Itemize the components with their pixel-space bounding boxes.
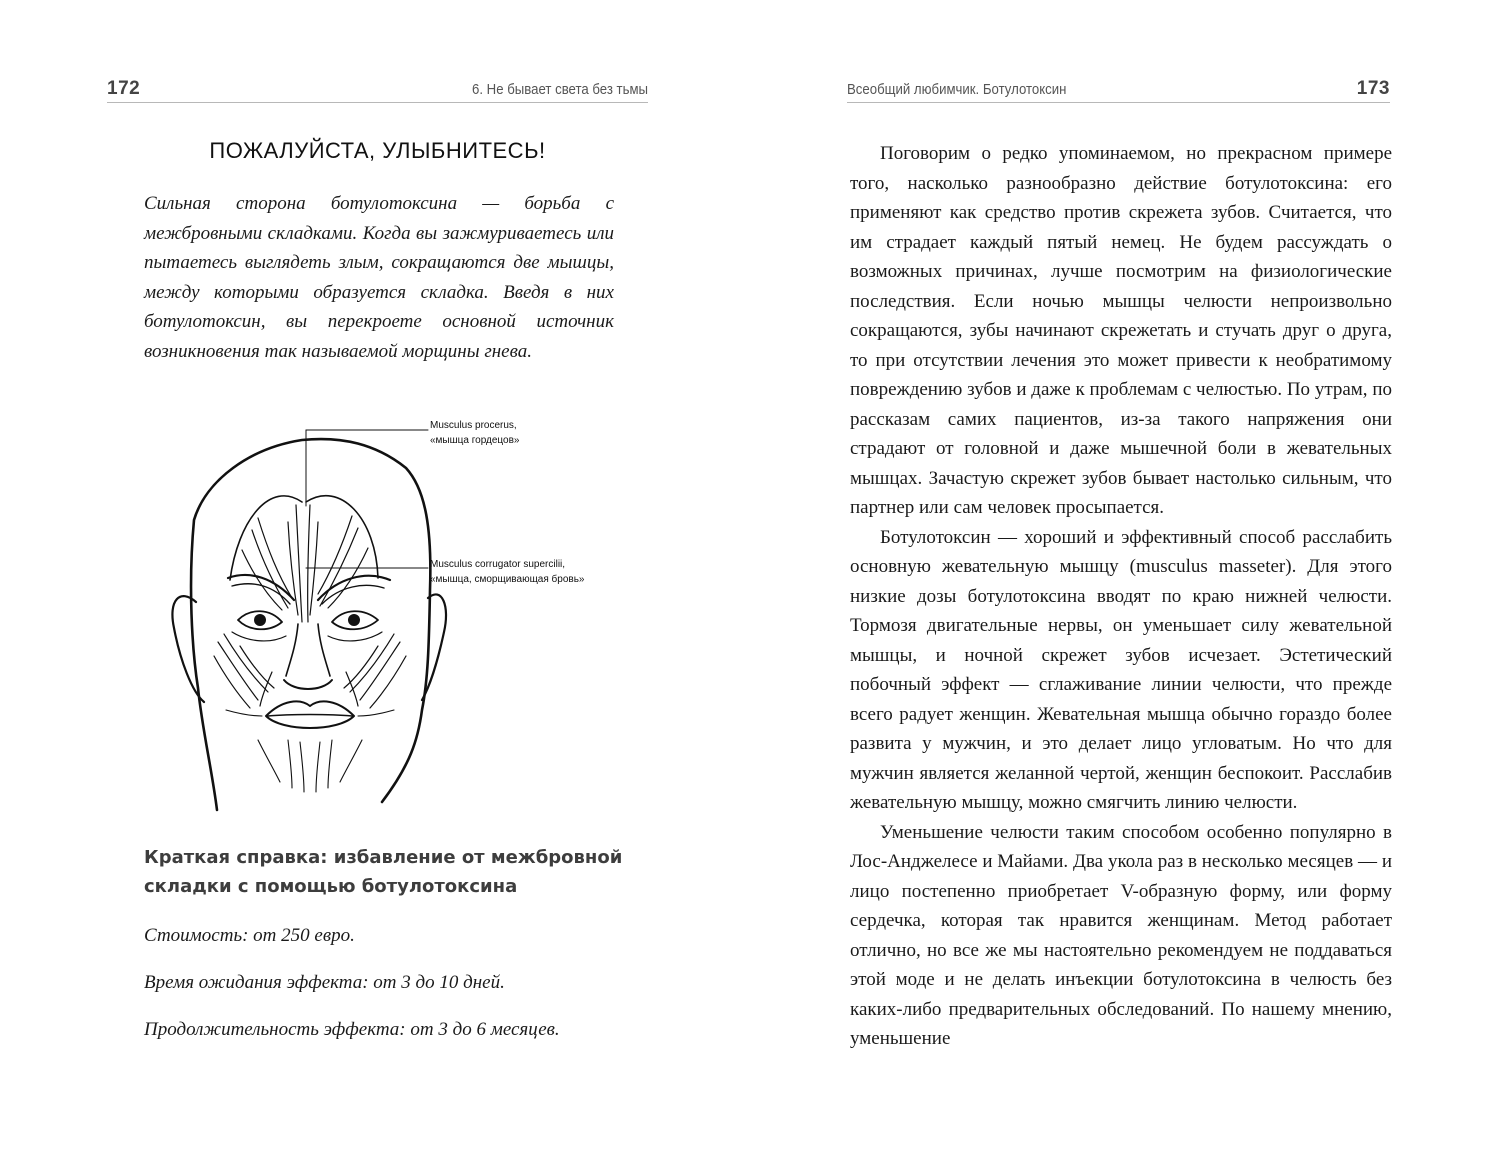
face-muscle-illustration: [170, 410, 610, 820]
info-cost: Стоимость: от 250 евро.: [144, 925, 355, 946]
label-procerus-line2: «мышца гордецов»: [430, 435, 520, 446]
label-procerus-line1: Musculus procerus,: [430, 420, 517, 431]
running-title-left: 6. Не бывает света без тьмы: [471, 81, 648, 98]
intro-paragraph: Сильная сторона ботулотоксина — борьба с межбровными складками. Когда вы зажмуриваетесь или пытаетесь выглядеть злым, сокращаются две мышцы, между которыми образуется складка. Введя в них ботулотоксин, вы перекроете основной источник возникновения так называемой морщины гнева.: [144, 193, 614, 362]
running-head-right: [847, 76, 1390, 103]
label-corrugator-line2: «мышца, сморщивающая бровь»: [430, 574, 585, 585]
body-paragraph: Уменьшение челюсти таким способом особенно популярно в Лос-Анджелесе и Майами. Два укола раз в несколько месяцев — и лицо постепенно приобретает V-образную форму, или форму сердечка, которая так нравится женщинам. Метод работает отлично, но все же мы настоятельно рекомендуем не поддаваться этой моде и не делать инъекции ботулотоксина в челюсть без каких-либо предварительных обследований. По нашему мнению, уменьшение: [850, 821, 1392, 1049]
body-paragraph: Ботулотоксин — хороший и эффективный способ расслабить основную жевательную мышцу (musculus masseter). Для этого низкие дозы ботулотоксина вводят по краю нижней челюсти. Тормозя двигательные нервы, он уменьшает силу жевательной мышцы, и ночной скрежет зубов исчезает. Эстетический побочный эффект — сглаживание линии челюсти, что прежде всего радует женщин. Жевательная мышца обычно гораздо более развита у мужчин, и это делает лицо угловатым. Но что для мужчин является желанной чертой, женщин беспокоит. Расслабив жевательную мышцу, можно смягчить линию челюсти.: [850, 526, 1392, 813]
left-ear: [172, 596, 204, 702]
page-number-left: 172: [107, 78, 141, 99]
running-title-right: Всеобщий любимчик. Ботулотоксин: [847, 81, 1067, 98]
body-paragraph: Поговорим о редко упоминаемом, но прекрасном примере того, насколько разнообразно действие ботулотоксина: его применяют как средство против скрежета зубов. Считается, что им страдает каждый пятый немец. Не будем рассуждать о возможных причинах, лучше посмотрим на физиологические последствия. Если ночью мышцы челюсти непроизвольно сокращаются, зубы начинают скрежетать и стучать друг о друга, то при отсутствии лечения это может привести к необратимому повреждению зубов и даже к проблемам с челюстью. По утрам, по рассказам самих пациентов, из-за такого напряжения они страдают от головной и даже мышечной боли в жевательных мышцах. Зачастую скрежет зубов бывает настолько сильным, что партнер или сам человек просыпается.: [850, 143, 1392, 518]
head-outline: [191, 439, 430, 810]
running-head-left: [107, 76, 648, 103]
section-title: ПОЖАЛУЙСТА, УЛЫБНИТЕСЬ!: [209, 138, 546, 163]
info-duration: Продолжительность эффекта: от 3 до 6 месяцев.: [144, 1019, 560, 1040]
info-wait-time: Время ожидания эффекта: от 3 до 10 дней.: [144, 972, 505, 993]
label-corrugator-line1: Musculus corrugator supercilii,: [430, 559, 566, 570]
body-text: [850, 139, 1392, 1054]
info-box-heading: Краткая справка: избавление от межбровной складки с помощью ботулотоксина: [144, 847, 623, 897]
page-number-right: 173: [1356, 78, 1390, 99]
